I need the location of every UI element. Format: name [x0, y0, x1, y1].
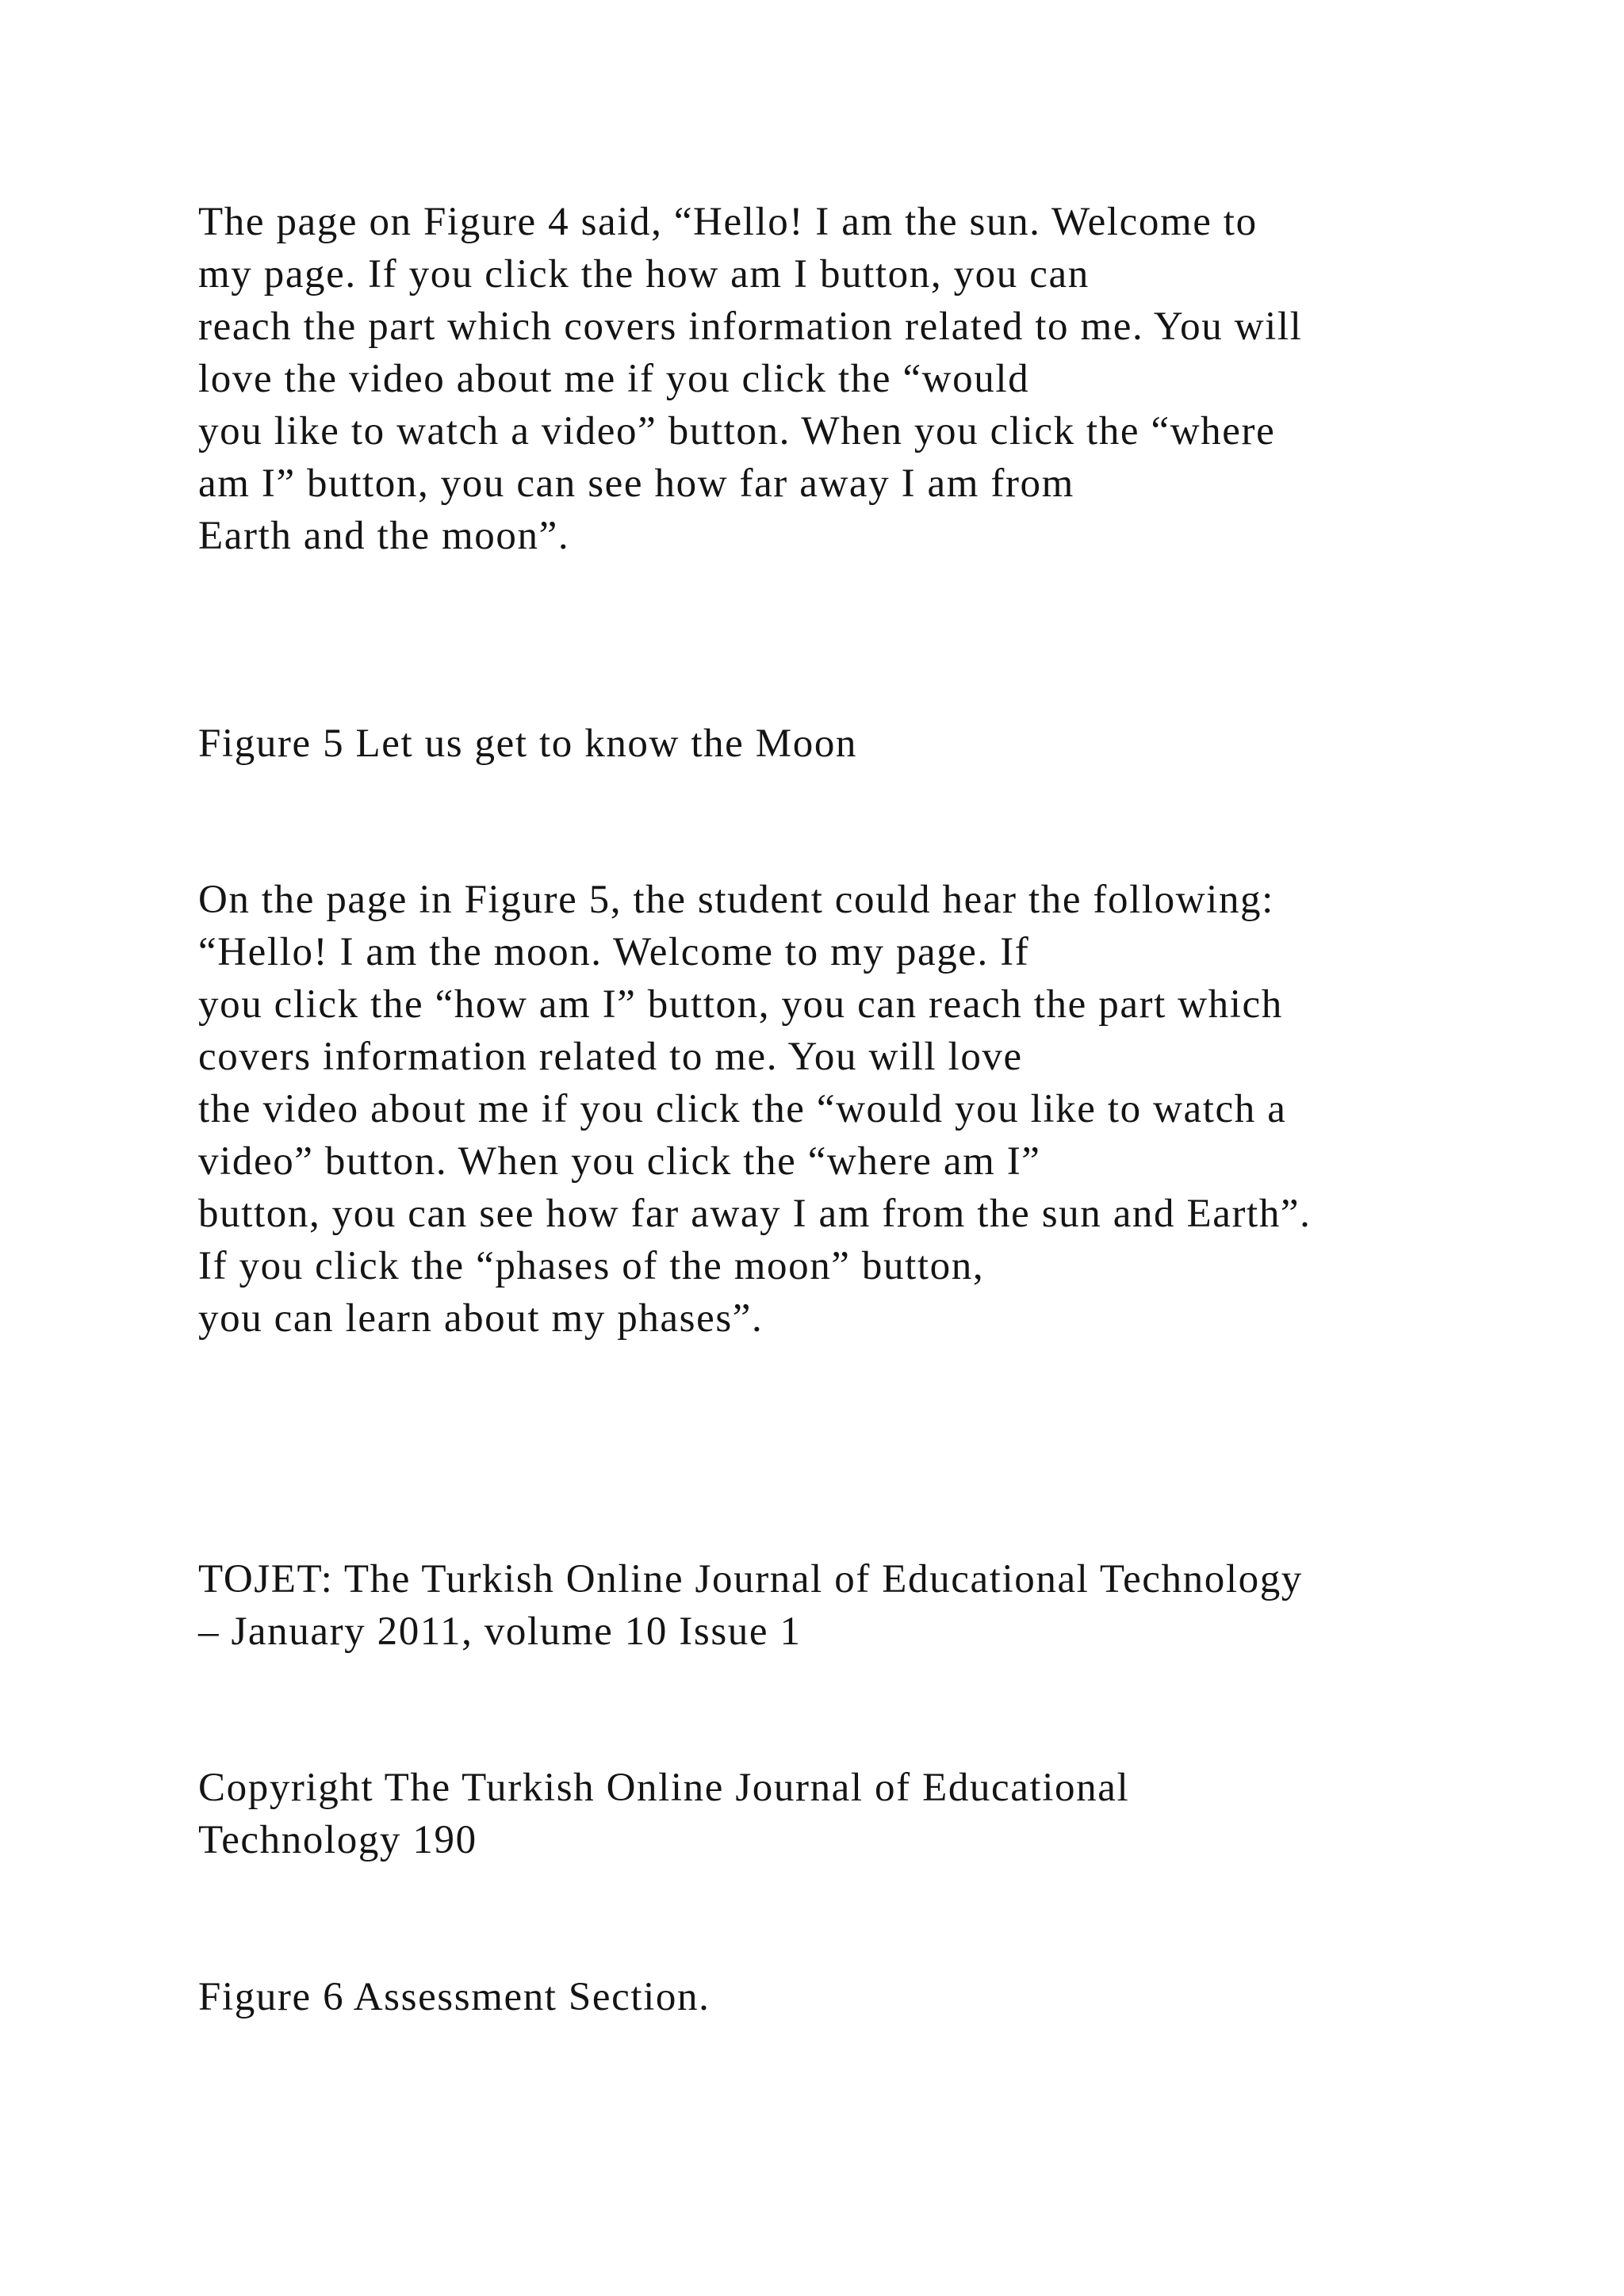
paragraph-line: Earth and the moon”. — [198, 514, 570, 558]
copyright-line: Technology 190 — [198, 1818, 477, 1862]
figure-5-caption — [198, 718, 1499, 770]
journal-line: TOJET: The Turkish Online Journal of Educational Technology — [198, 1557, 1303, 1601]
paragraph-line: you can learn about my phases”. — [198, 1296, 764, 1341]
paragraph-line: button, you can see how far away I am from the sun and Earth”. — [198, 1192, 1312, 1236]
paragraph-line: The page on Figure 4 said, “Hello! I am the sun. Welcome to — [198, 200, 1258, 244]
paragraph-line: you like to watch a video” button. When you click the “where — [198, 409, 1276, 453]
paragraph-line: am I” button, you can see how far away I am from — [198, 461, 1074, 506]
paragraph-line: “Hello! I am the moon. Welcome to my page. If — [198, 930, 1030, 974]
caption-text: Figure 5 Let us get to know the Moon — [198, 721, 858, 766]
copyright-line: Copyright The Turkish Online Journal of Educational — [198, 1766, 1130, 1810]
paragraph-line: If you click the “phases of the moon” button, — [198, 1244, 985, 1288]
figure-6-caption — [198, 1971, 1499, 2023]
paragraph-line: love the video about me if you click the “would — [198, 357, 1030, 401]
paragraph-line: the video about me if you click the “would you like to watch a — [198, 1087, 1287, 1131]
journal-header — [198, 1553, 1499, 1658]
paragraph-line: video” button. When you click the “where am I” — [198, 1139, 1041, 1184]
paragraph-line: On the page in Figure 5, the student could hear the following: — [198, 878, 1274, 922]
paragraph-moon-page — [198, 874, 1499, 1345]
paragraph-sun-page — [198, 196, 1499, 562]
journal-line: – January 2011, volume 10 Issue 1 — [198, 1609, 802, 1654]
paragraph-line: you click the “how am I” button, you can reach the part which — [198, 982, 1283, 1027]
caption-text: Figure 6 Assessment Section. — [198, 1975, 710, 2019]
paragraph-line: covers information related to me. You will love — [198, 1035, 1023, 1079]
paragraph-line: my page. If you click the how am I button, you can — [198, 252, 1090, 297]
paragraph-line: reach the part which covers information related to me. You will — [198, 304, 1303, 349]
copyright-notice — [198, 1762, 1499, 1866]
